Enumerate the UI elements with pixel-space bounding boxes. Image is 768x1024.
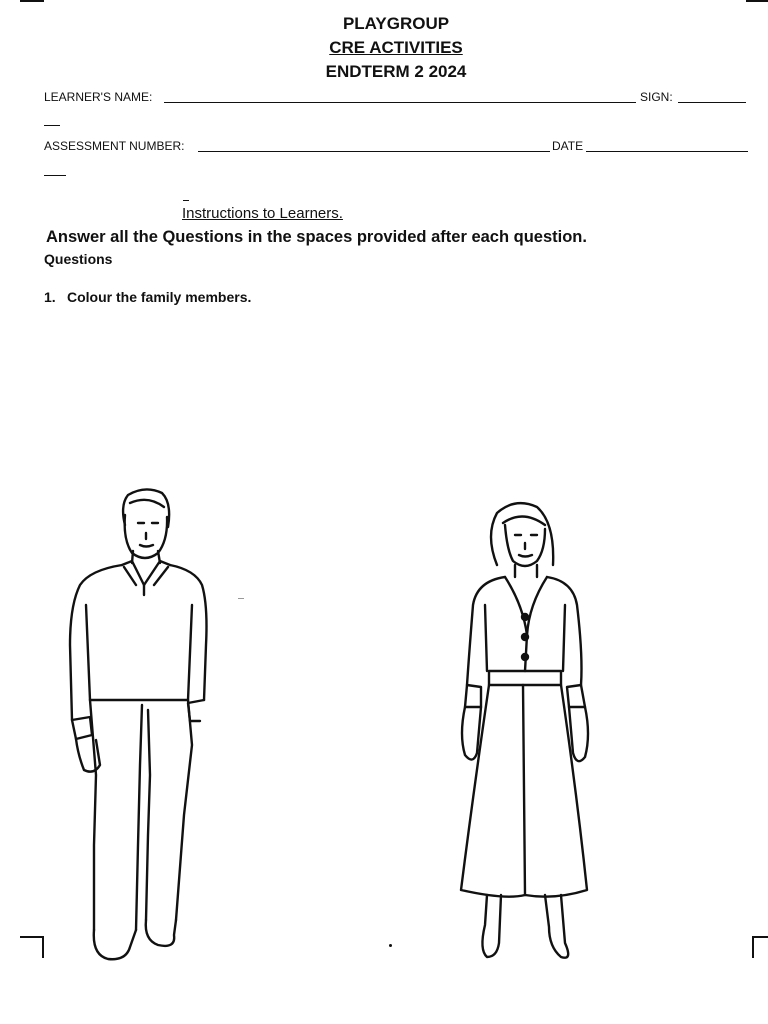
corner-mark-bottom-right-h <box>752 936 768 938</box>
school-level-title: PLAYGROUP <box>342 14 450 33</box>
sign-line[interactable] <box>678 102 746 103</box>
speck <box>238 598 244 599</box>
corner-mark-top-left <box>20 0 44 2</box>
subject-title: CRE ACTIVITIES <box>329 38 463 57</box>
date-line[interactable] <box>586 151 748 152</box>
corner-mark-bottom-left-v <box>42 936 44 958</box>
speck <box>389 944 392 947</box>
learner-name-line[interactable] <box>164 102 636 103</box>
man-outline-icon[interactable] <box>60 485 220 965</box>
corner-mark-bottom-left-h <box>20 936 44 938</box>
assessment-number-label: ASSESSMENT NUMBER: <box>44 139 185 153</box>
question-1-text: Colour the family members. <box>67 289 252 305</box>
date-label: DATE <box>552 139 584 153</box>
small-dash <box>183 200 189 201</box>
questions-heading: Questions <box>44 251 113 267</box>
woman-outline-icon[interactable] <box>445 495 605 965</box>
assessment-number-line[interactable] <box>198 151 550 152</box>
sign-line-continued <box>44 125 60 126</box>
learner-name-label: LEARNER'S NAME: <box>44 90 153 104</box>
instructions-heading: Instructions to Learners. <box>182 205 343 222</box>
exam-title: ENDTERM 2 2024 <box>325 62 467 81</box>
question-1-number: 1. <box>44 289 56 305</box>
corner-mark-bottom-right-v <box>752 936 754 958</box>
sign-label: SIGN: <box>640 90 673 104</box>
instructions-text: Answer all the Questions in the spaces provided after each question. <box>46 228 587 246</box>
date-line-continued <box>44 175 66 176</box>
corner-mark-top-right <box>746 0 768 2</box>
